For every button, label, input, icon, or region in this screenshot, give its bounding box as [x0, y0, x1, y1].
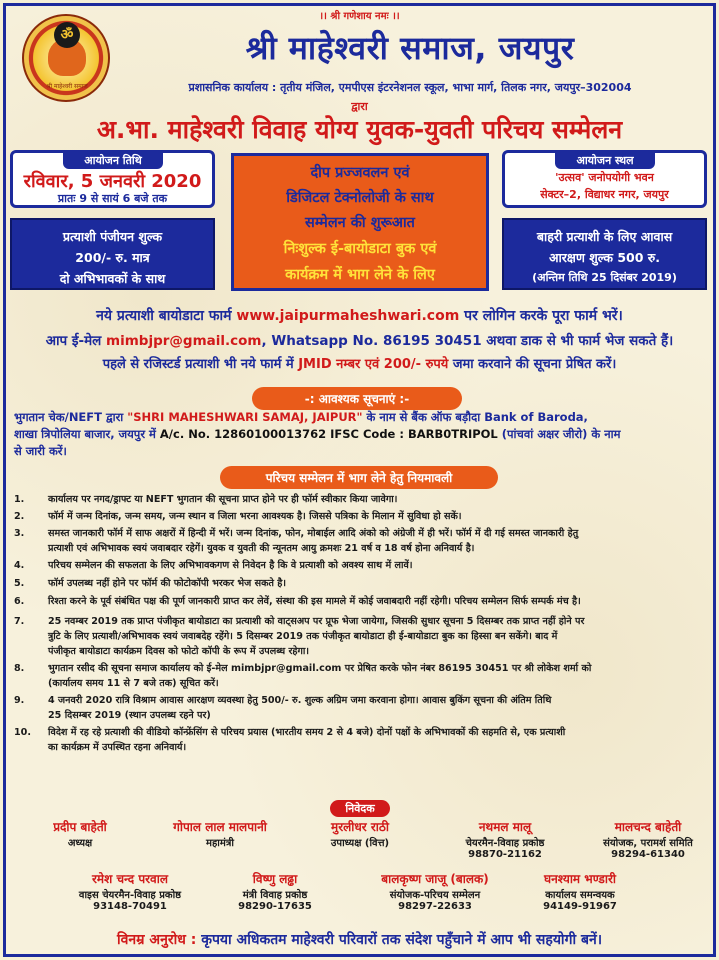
rule-line: विदेश में रह रहे प्रत्याशी की वीडियो कॉन्फ्रेंसिंग से परिचय प्रयास (भारतीय समय 2 से 4 बजे) दोनों पक्षों के अभिभावकों की सहमति से, एक प्रत्याशी	[48, 727, 566, 738]
pay-7: से जारी करें।	[14, 444, 67, 458]
rule-text	[48, 509, 704, 524]
fee-line-2: 200/- रु. मात्र	[75, 250, 150, 265]
footer-request	[50, 930, 669, 949]
signatory	[365, 870, 505, 912]
accommodation-box	[502, 218, 707, 290]
rule-text	[48, 661, 704, 691]
rule-text	[48, 725, 704, 755]
rule-text	[48, 614, 704, 659]
signatory-phone: 98290-17635	[238, 901, 312, 912]
rule-text	[48, 526, 704, 556]
samaj-logo	[22, 14, 110, 102]
info-line-2	[0, 331, 719, 349]
event-date-box	[10, 150, 215, 208]
rule-line: रिश्ता करने के पूर्व संबंधित पक्ष की पूर्ण जानकारी प्राप्त कर लेवें, संस्था की इस मामले में कोई जवाबदारी नहीं रहेगी। परिचय सम्मेलन सिर्फ सम्पर्क मंच है।	[48, 596, 581, 607]
pay-6: (पांचवां अक्षर जीरो) के नाम	[497, 427, 621, 441]
signatory-name: मालचन्द बाहेती	[614, 820, 682, 834]
pay-1: भुगतान चेक/NEFT द्वारा	[14, 410, 128, 424]
om-icon: ॐ	[54, 22, 80, 48]
rule-line: परिचय सम्मेलन की सफलता के लिए अभिभावकगण से निवेदन है कि वे प्रत्याशी को अवश्य साथ में लावें।	[48, 560, 413, 571]
rule-number: 5.	[14, 578, 25, 589]
footer-label: विनम्र अनुरोध :	[116, 932, 202, 948]
signatory-name: बालकृष्ण जाजू (बालक)	[381, 872, 489, 886]
rule-line: का कार्यक्रम में उपस्थित रहना अनिवार्य।	[48, 742, 187, 753]
dwara-label: द्वारा	[351, 100, 368, 113]
rule-text	[48, 576, 704, 591]
signatory	[20, 818, 140, 849]
event-title: अ.भा. माहेश्वरी विवाह योग्य युवक-युवती परिचय सम्मेलन	[96, 115, 623, 144]
rules-heading: परिचय सम्मेलन में भाग लेने हेतु नियमावली	[220, 466, 498, 489]
org-title: श्री माहेश्वरी समाज, जयपुर	[245, 29, 575, 67]
signatory-phone: 98870-21162	[468, 849, 542, 860]
signatory	[215, 870, 335, 912]
signatory-name: विष्णु लढ्ढा	[252, 872, 298, 886]
rule-number: 9.	[14, 695, 25, 706]
rule-line: समस्त जानकारी फॉर्म में साफ अक्षरों में हिन्दी में भरें। जन्म दिनांक, फोन, मोबाईल आदि अंको को अंग्रेजी में ही भरें। फॉर्म में दी गई समस्त जानकारी हेतु	[48, 528, 579, 539]
info-2-a: आप ई-मेल	[45, 333, 107, 349]
pay-payee: "SHRI MAHESHWARI SAMAJ, JAIPUR"	[127, 410, 363, 424]
center-line-1: दीप प्रज्जवलन एवं	[310, 165, 410, 181]
rule-number: 6.	[14, 596, 25, 607]
rule-text	[48, 558, 704, 573]
rule-text	[48, 594, 704, 609]
signatory-name: प्रदीप बाहेती	[53, 820, 107, 834]
rule-number: 3.	[14, 528, 25, 539]
shloka: ।। श्री गणेशाय नमः ।।	[319, 11, 400, 22]
signatory-role: संयोजक-परिचय सम्मेलन	[389, 890, 481, 901]
event-date: रविवार, 5 जनवरी 2020	[23, 171, 202, 192]
signatory-name: घनश्याम भण्डारी	[544, 872, 616, 886]
signatory-role: महामंत्री	[206, 838, 234, 849]
signatory	[588, 818, 708, 860]
info-line-1	[0, 306, 719, 325]
rule-line: (कार्यालय समय 11 से 7 बजे तक) सूचित करें।	[48, 678, 219, 689]
signatory	[430, 818, 580, 860]
rule-number: 4.	[14, 560, 25, 571]
stay-line-3: (अन्तिम तिथि 25 दिसंबर 2019)	[532, 271, 677, 284]
nivedak-heading: निवेदक	[330, 800, 390, 817]
launch-highlight-box	[231, 153, 489, 291]
website-link[interactable]: www.jaipurmaheshwari.com	[236, 308, 460, 324]
signatory-name: गोपाल लाल मालपानी	[173, 820, 267, 834]
venue-line-2: सेक्टर–2, विद्याधर नगर, जयपुर	[540, 188, 669, 201]
signatory-name: नथमल मालू	[478, 820, 532, 834]
rule-number: 10.	[14, 727, 31, 738]
rule-line: प्रत्याशी एवं अभिभावक स्वयं जवाबदार रहेगें। युवक व युवती की न्यूनतम आयु क्रमशः 21 वर्ष व 18 वर्ष होना अनिवार्य है।	[48, 543, 475, 554]
date-label: आयोजन तिथि	[63, 152, 163, 169]
signatory	[300, 818, 420, 849]
rule-line: भुगतान रसीद की सूचना समाज कार्यालय को ई-मेल mimbjpr@gmail.com पर प्रेषित करके फोन नंबर 86195 30451 पर श्री लोकेश शर्मा को	[48, 663, 592, 674]
signatory-role: उपाध्यक्ष (वित्त)	[330, 838, 390, 849]
signatory-role: चेयरमैन-विवाह प्रकोष्ठ	[465, 838, 545, 849]
pay-4: शाखा त्रिपोलिया बाजार, जयपुर में	[14, 427, 160, 441]
rule-number: 7.	[14, 616, 25, 627]
info-line-3	[0, 354, 719, 372]
rule-number: 8.	[14, 663, 25, 674]
info-1-b: पर लोगिन करके पूरा फार्म भरें।	[459, 308, 623, 324]
rule-line: 4 जनवरी 2020 रात्रि विश्राम आवास आरक्षण व्यवस्था हेतु 500/- रु. शुल्क अग्रिम जमा करवाना होगा। आवास बुकिंग सूचना की अंतिम तिथि	[48, 695, 552, 706]
rule-line: कार्यालय पर नगद/ड्राफ्ट या NEFT भुगतान की सूचना प्राप्त होने पर ही फॉर्म स्वीकार किया जावेगा।	[48, 494, 398, 505]
signatory-role: कार्यालय समन्वयक	[545, 890, 615, 901]
signatory-name: मुरलीधर राठी	[331, 820, 389, 834]
fee-line-3: दो अभिभावकों के साथ	[59, 271, 166, 286]
center-line-2: डिजिटल टेक्नोलोजी के साथ	[286, 190, 434, 206]
rule-line: पंजीकृत बायोडाटा कार्यक्रम दिवस को फोटो कॉपी के रूप में उपलब्ध रहेगा।	[48, 646, 310, 657]
rule-line: 25 दिसम्बर 2019 (स्थान उपलब्ध रहने पर)	[48, 710, 211, 721]
rule-number: 1.	[14, 494, 25, 505]
info-3-a: पहले से रजिस्टर्ड प्रत्याशी भी नये फार्म में	[102, 357, 299, 372]
rule-text	[48, 492, 704, 507]
rule-line: त्रुटि के लिए प्रत्याशी/अभिभावक स्वयं जवाबदेह रहेंगे। 5 दिसम्बर 2019 तक पंजीकृत बायोडाटा ही ई-बायोडाटा बुक का हिस्सा बन सकेंगे। बाद में	[48, 631, 558, 642]
rule-text	[48, 693, 704, 723]
event-time: प्रातः 9 से सायं 6 बजे तक	[57, 192, 168, 205]
pay-account: A/c. No. 12860100013762 IFSC Code : BARB0TRIPOL	[159, 427, 498, 441]
email-link[interactable]: mimbjpr@gmail.com	[106, 333, 262, 349]
pay-3: के नाम से बैंक ऑफ बड़ौदा Bank of Baroda,	[362, 410, 588, 424]
stay-line-1: बाहरी प्रत्याशी के लिए आवास	[536, 229, 673, 244]
signatory-name: रमेश चन्द परवाल	[92, 872, 168, 886]
stay-line-2: आरक्षण शुल्क 500 रु.	[549, 250, 660, 265]
info-3-highlight: JMID नम्बर एवं 200/- रुपये	[298, 357, 449, 372]
registration-fee-box	[10, 218, 215, 290]
rule-line: फॉर्म उपलब्ध नहीं होने पर फॉर्म की फोटोकॉपी भरकर भेज सकते है।	[48, 578, 286, 589]
center-line-3: सम्मेलन की शुरूआत	[305, 215, 415, 231]
rule-number: 2.	[14, 511, 25, 522]
signatory-role: मंत्री विवाह प्रकोष्ठ	[242, 890, 308, 901]
signatory	[70, 870, 190, 912]
rule-line: 25 नवम्बर 2019 तक प्राप्त पंजीकृत बायोडाटा का प्रत्याशी को वाट्सअप पर प्रूफ भेजा जायेगा, जिसकी सुधार सूचना 5 दिसम्बर तक प्राप्त नहीं होने पर	[48, 616, 585, 627]
payment-instructions	[14, 409, 706, 460]
venue-box	[502, 150, 707, 208]
signatory	[520, 870, 640, 912]
signatory-role: वाइस चेयरमैन-विवाह प्रकोष्ठ	[78, 890, 182, 901]
info-3-b: जमा करवाने की सूचना प्रेषित करें।	[448, 357, 617, 372]
center-line-5: कार्यक्रम में भाग लेने के लिए	[285, 267, 435, 283]
office-address: प्रशासनिक कार्यालय : तृतीय मंजिल, एमपीएस इंटरनेशनल स्कूल, भाभा मार्ग, तिलक नगर, जयपुर–302004	[188, 81, 632, 94]
venue-line-1: 'उत्सव' जनोपयोगी भवन	[555, 171, 654, 184]
signatory-phone: 98294-61340	[611, 849, 685, 860]
signatory-role: अध्यक्ष	[67, 838, 93, 849]
signatory	[150, 818, 290, 849]
fee-line-1: प्रत्याशी पंजीयन शुल्क	[62, 229, 163, 244]
notice-heading: -: आवश्यक सूचनाएं :-	[252, 387, 462, 410]
venue-label: आयोजन स्थल	[555, 152, 655, 169]
center-line-4: निःशुल्क ई-बायोडाटा बुक एवं	[283, 241, 437, 257]
rule-line: फॉर्म में जन्म दिनांक, जन्म समय, जन्म स्थान व जिला भरना आवश्यक है। जिससे पत्रिका के मिलान में सुविधा हो सकें।	[48, 511, 462, 522]
signatory-phone: 94149-91967	[543, 901, 617, 912]
signatory-phone: 98297-22633	[398, 901, 472, 912]
info-2-b: , Whatsapp No. 86195 30451 अथवा डाक से भी फार्म भेज सकते हैं।	[261, 333, 674, 349]
info-1-a: नये प्रत्याशी बायोडाटा फार्म	[96, 308, 237, 324]
logo-ring-text: श्री माहेश्वरी समाज	[46, 83, 88, 90]
signatory-role: संयोजक, परामर्श समिति	[603, 838, 693, 849]
footer-text: कृपया अधिकतम माहेश्वरी परिवारों तक संदेश पहुँचाने में आप भी सहयोगी बनें।	[201, 932, 603, 948]
signatory-phone: 93148-70491	[93, 901, 167, 912]
